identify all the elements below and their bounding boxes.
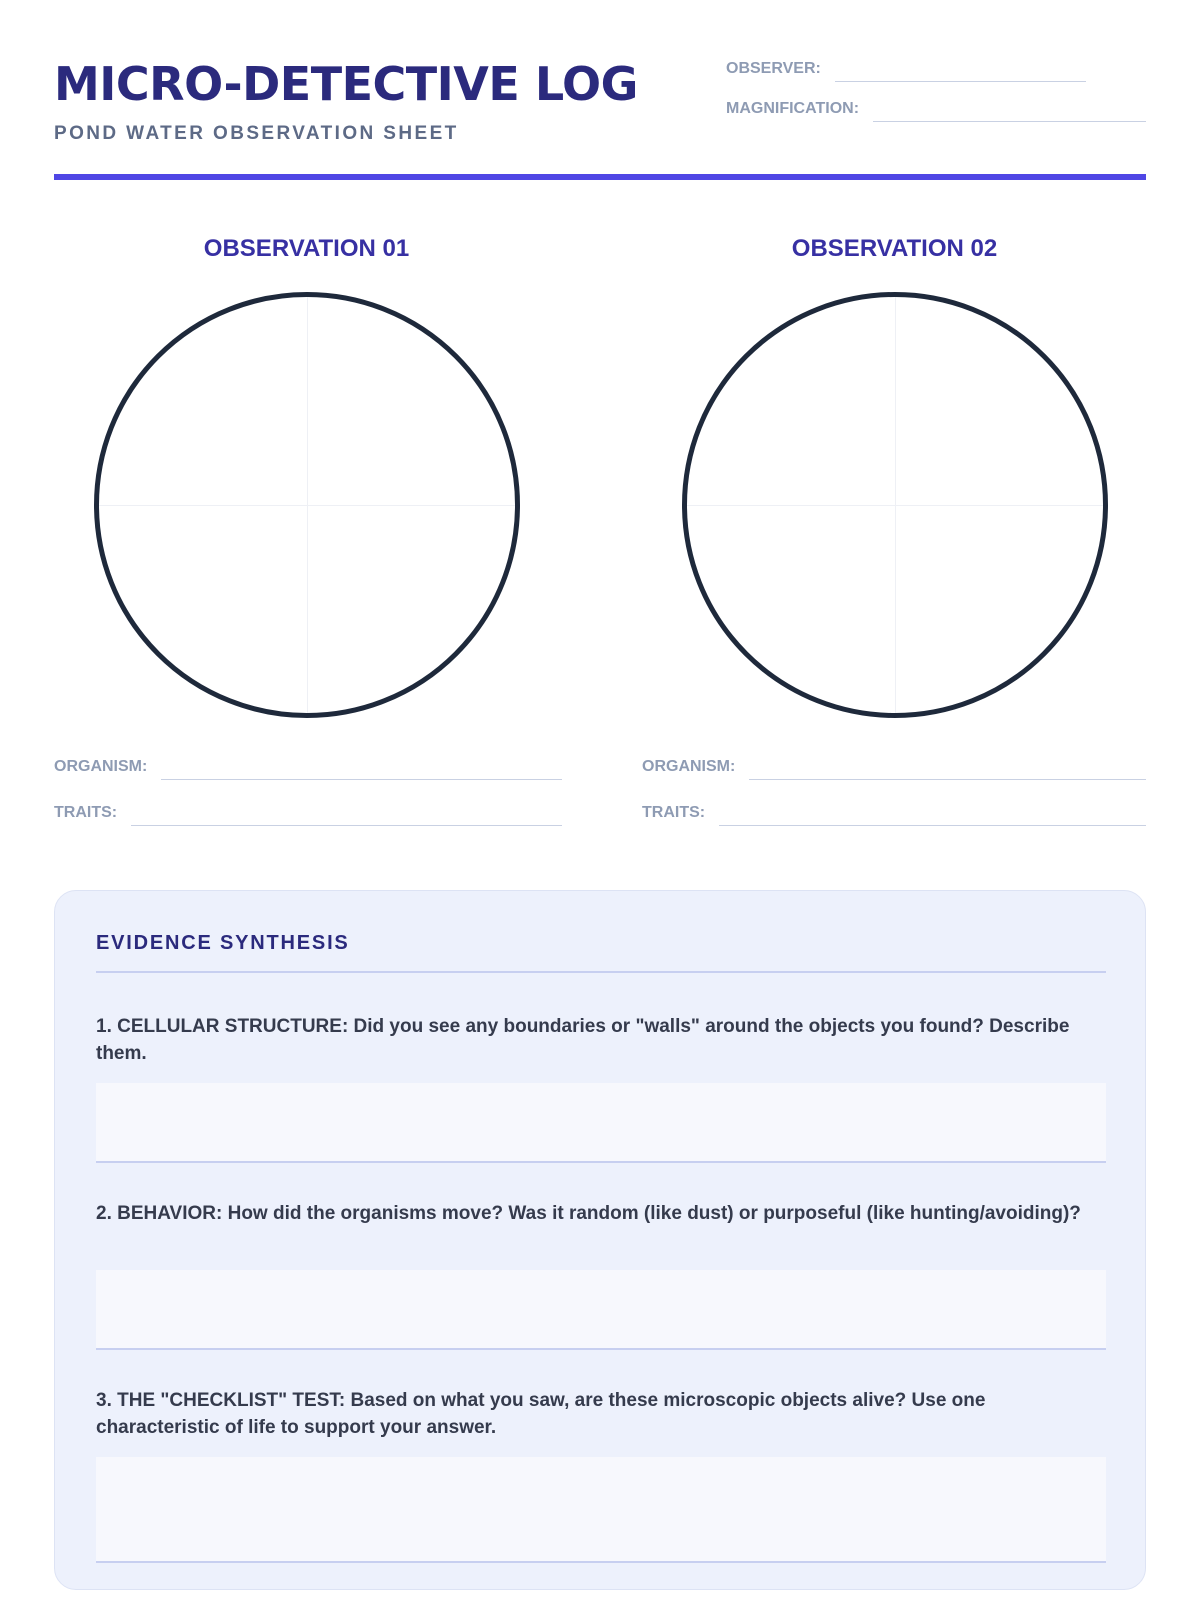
observer-field[interactable]: [835, 62, 1086, 82]
section-heading: EVIDENCE SYNTHESIS: [96, 932, 350, 954]
answer-box[interactable]: [96, 1083, 1106, 1163]
organism-field[interactable]: [749, 760, 1146, 780]
microscope-view-circle[interactable]: [94, 292, 520, 718]
traits-field[interactable]: [719, 806, 1146, 826]
crosshair-horizontal: [99, 505, 515, 506]
question-item: [96, 1200, 1106, 1350]
worksheet-page: [54, 0, 1146, 1600]
header-divider: [54, 174, 1146, 180]
organism-row: [54, 752, 562, 780]
observation-title: OBSERVATION 01: [203, 235, 410, 262]
organism-row: [642, 752, 1146, 780]
organism-label: ORGANISM:: [54, 758, 148, 775]
microscope-view-circle[interactable]: [682, 292, 1108, 718]
answer-box[interactable]: [96, 1457, 1106, 1563]
question-item: [96, 1013, 1106, 1163]
question-text: 2. BEHAVIOR: How did the organisms move? Was it random (like dust) or purposeful (like hunting/avoiding)?: [96, 1203, 1081, 1224]
traits-row: [642, 798, 1146, 826]
traits-label: TRAITS:: [642, 804, 706, 821]
question-text: 1. CELLULAR STRUCTURE: Did you see any boundaries or "walls" around the objects you found? Describe them.: [96, 1016, 1070, 1064]
section-divider: [96, 971, 1106, 973]
observer-row: [726, 54, 1086, 82]
evidence-synthesis-panel: [54, 890, 1146, 1590]
magnification-row: [726, 94, 1146, 122]
question-text: 3. THE "CHECKLIST" TEST: Based on what you saw, are these microscopic objects alive? Use one characteristic of life to support your answer.: [96, 1390, 986, 1438]
magnification-field[interactable]: [873, 102, 1146, 122]
traits-label: TRAITS:: [54, 804, 118, 821]
crosshair-horizontal: [687, 505, 1103, 506]
worksheet-header: [54, 0, 1146, 182]
answer-box[interactable]: [96, 1270, 1106, 1350]
organism-field[interactable]: [161, 760, 562, 780]
magnification-label: MAGNIFICATION:: [726, 100, 860, 117]
traits-row: [54, 798, 562, 826]
observation-panel-02: [642, 230, 1138, 830]
page-title: MICRO-DETECTIVE LOG: [54, 57, 638, 111]
question-item: [96, 1387, 1106, 1563]
page-subtitle: POND WATER OBSERVATION SHEET: [54, 123, 459, 144]
observation-title: OBSERVATION 02: [791, 235, 998, 262]
observation-panel-01: [54, 230, 550, 830]
traits-field[interactable]: [131, 806, 562, 826]
organism-label: ORGANISM:: [642, 758, 736, 775]
observer-label: OBSERVER:: [726, 60, 821, 77]
